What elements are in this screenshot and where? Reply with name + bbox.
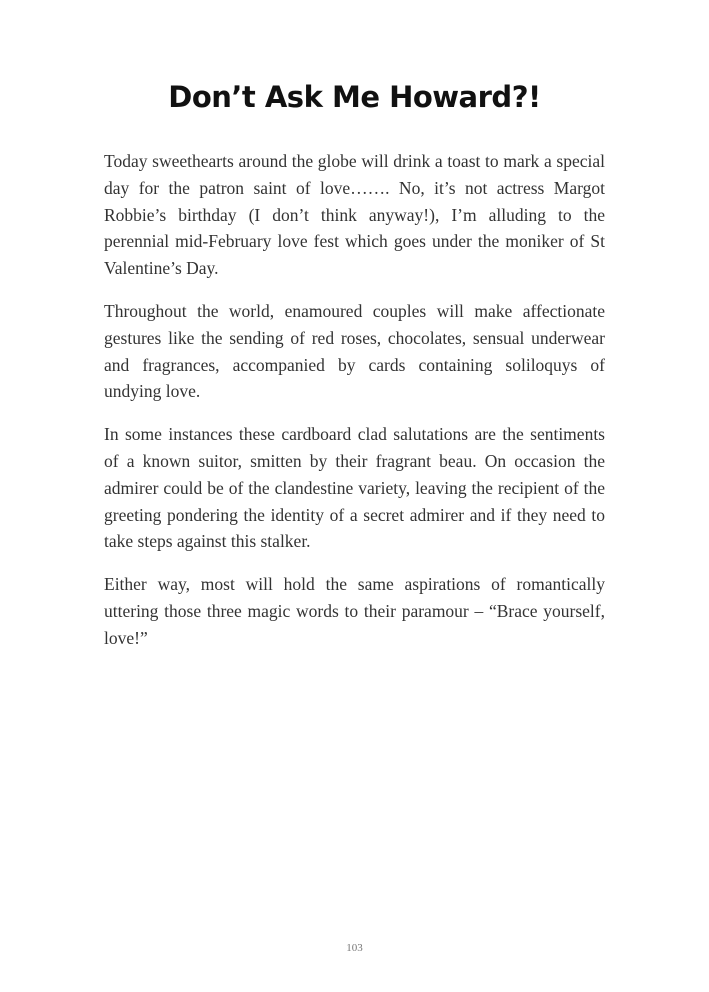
- paragraph-1: Today sweethearts around the globe will drink a toast to mark a special day for the patron saint of love……. No, it’s not actress Margot Robbie’s birthday (I don’t think anyway!), I’m alluding to the perennial mid-February love fest which goes under the moniker of St Valentine’s Day.: [104, 151, 605, 279]
- article-body: [104, 148, 605, 668]
- paragraph-2: Throughout the world, enamoured couples will make affectionate gestures like the sending of red roses, chocolates, sensual underwear and fragrances, accompanied by cards containing soliloquys of undying love.: [104, 300, 605, 402]
- paragraph-3: In some instances these cardboard clad salutations are the sentiments of a known suitor, smitten by their fragrant beau. On occasion the admirer could be of the clandestine variety, leaving the recipient of the greeting pondering the identity of a secret admirer and if they need to take steps against this stalker.: [104, 424, 605, 552]
- paragraph-4: Either way, most will hold the same aspirations of romantically uttering those three magic words to their paramour – “Brace yourself, love!”: [104, 574, 605, 648]
- page-number: 103: [346, 942, 363, 954]
- page-title: Don’t Ask Me Howard?!: [168, 80, 541, 114]
